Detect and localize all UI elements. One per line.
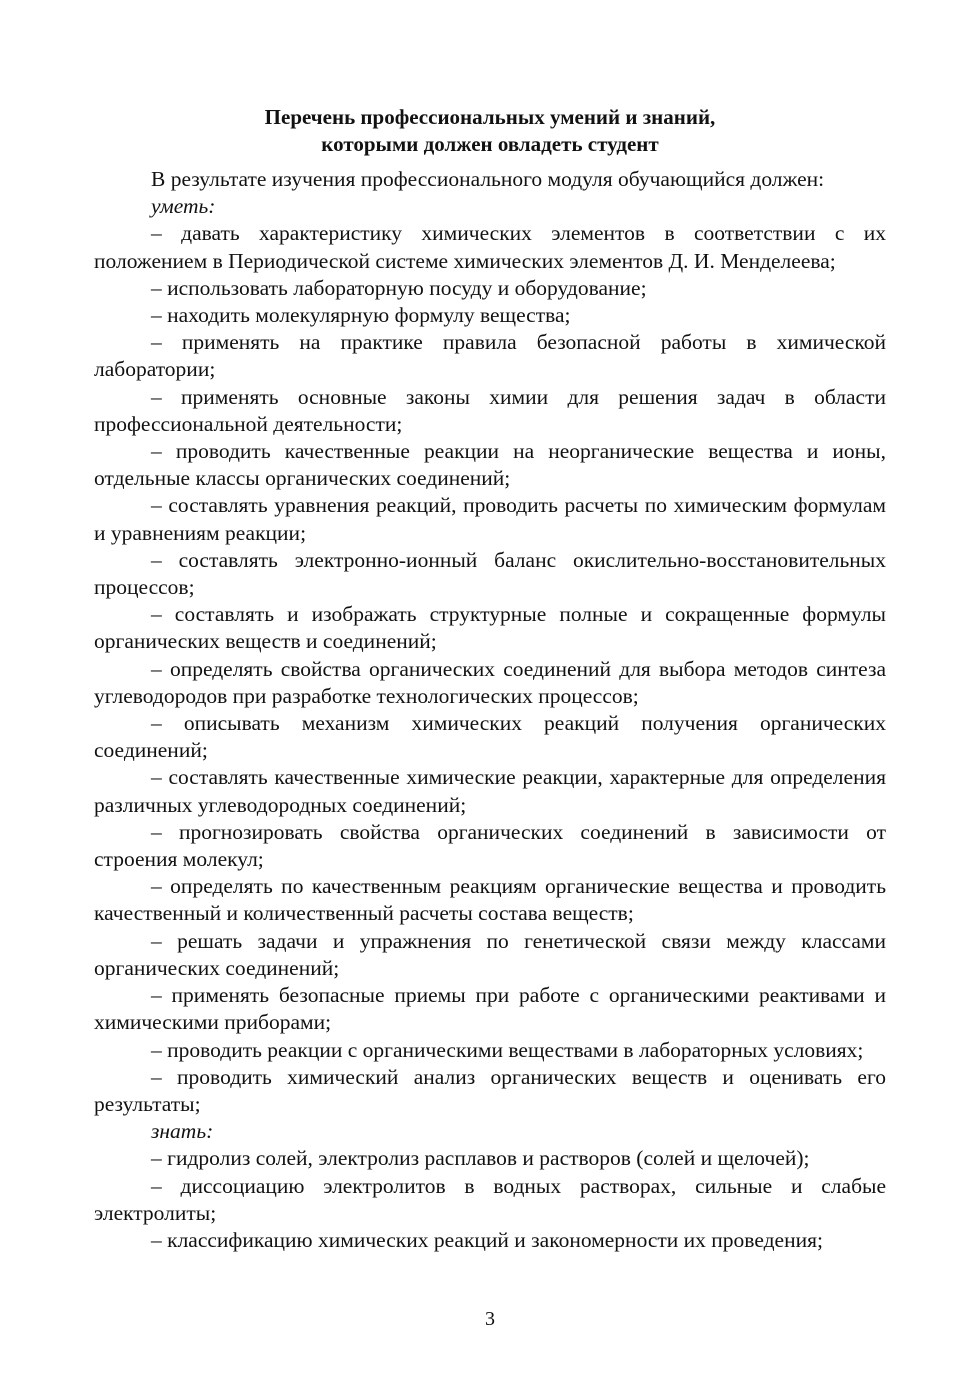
list-item: – проводить качественные реакции на неорганические вещества и ионы, отдельные классы органических соединений; xyxy=(94,439,886,491)
list-item: – прогнозировать свойства органических соединений в зависимости от строения молекул; xyxy=(94,819,886,872)
list-item: – применять на практике правила безопасной работы в химической лаборатории; xyxy=(94,330,886,382)
list-item: – определять свойства органических соединений для выбора методов синтеза углеводородов при разработке технологических процессов; xyxy=(94,656,886,708)
list-item: – гидролиз солей, электролиз расплавов и растворов (солей и щелочей); xyxy=(151,1146,810,1171)
list-item: – определять по качественным реакциям органические вещества и проводить качественный и количественный расчеты состава веществ; xyxy=(94,874,886,926)
title-line-1: Перечень профессиональных умений и знаний, xyxy=(264,105,716,129)
list-item: – классификацию химических реакций и закономерности их проведения; xyxy=(151,1227,823,1252)
knowledge-list xyxy=(94,1145,886,1254)
list-item: – составлять электронно-ионный баланс окислительно-восстановительных процессов; xyxy=(94,547,886,600)
list-item: – проводить реакции с органическими веществами в лабораторных условиях; xyxy=(151,1037,864,1062)
intro-paragraph: В результате изучения профессионального модуля обучающийся должен: xyxy=(151,167,825,191)
list-item: – применять основные законы химии для решения задач в области профессиональной деятельности; xyxy=(94,384,886,436)
page-number: 3 xyxy=(485,1308,495,1330)
list-item: – описывать механизм химических реакций получения органических соединений; xyxy=(94,711,886,763)
list-item: – составлять уравнения реакций, проводить расчеты по химическим формулам и уравнениям реакции; xyxy=(94,493,886,545)
list-item: – давать характеристику химических элементов в соответствии с их положением в Периодической системе химических элементов Д. И. Менделеева; xyxy=(94,221,886,273)
list-item: – использовать лабораторную посуду и оборудование; xyxy=(151,275,647,300)
list-item: – находить молекулярную формулу вещества; xyxy=(151,303,571,328)
list-item: – решать задачи и упражнения по генетической связи между классами органических соединений; xyxy=(94,928,886,980)
skills-list xyxy=(94,220,886,1118)
list-item: – составлять качественные химические реакции, характерные для определения различных углеводородных соединений; xyxy=(94,765,886,817)
knowledge-label: знать: xyxy=(151,1119,214,1144)
list-item: – составлять и изображать структурные полные и сокращенные формулы органических веществ и соединений; xyxy=(94,602,886,654)
list-item: – проводить химический анализ органических веществ и оценивать его результаты; xyxy=(94,1064,886,1116)
list-item: – диссоциацию электролитов в водных растворах, сильные и слабые электролиты; xyxy=(94,1173,886,1225)
page-title xyxy=(94,104,886,158)
list-item: – применять безопасные приемы при работе с органическими реактивами и химическими приборами; xyxy=(94,983,886,1035)
title-line-2: которыми должен овладеть студент xyxy=(321,132,659,156)
skills-label: уметь: xyxy=(151,194,216,219)
